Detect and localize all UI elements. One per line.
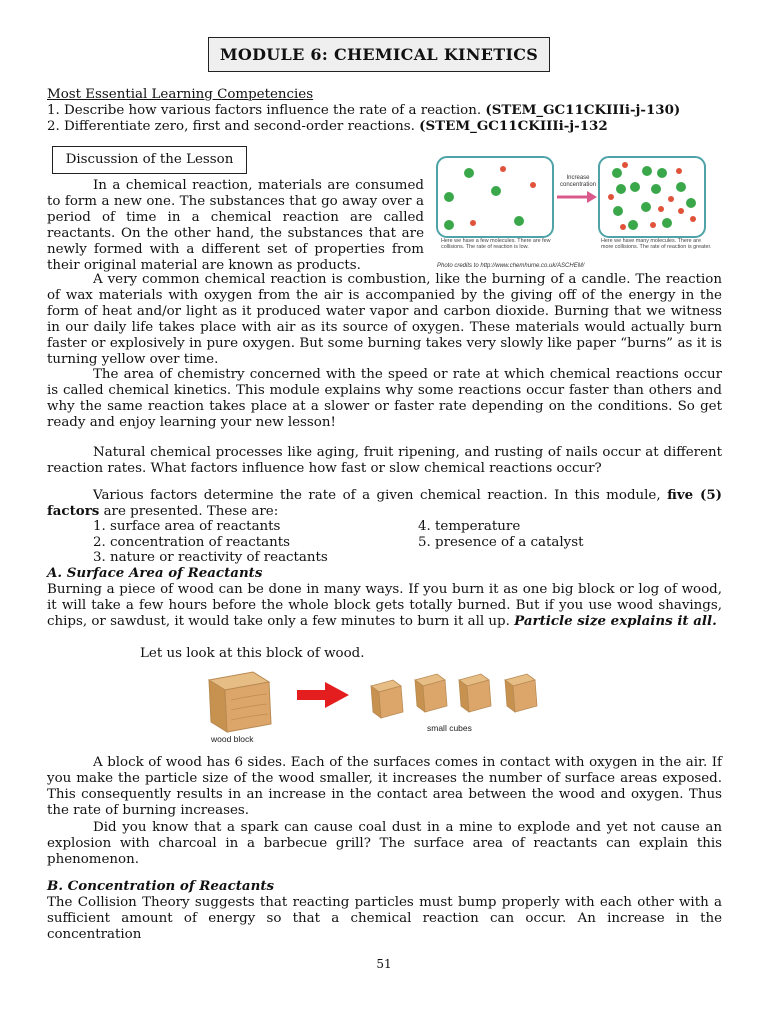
factor-4: 4. temperature	[418, 519, 521, 534]
section-a-heading: A. Surface Area of Reactants	[47, 565, 263, 581]
section-a-paragraph-2: A block of wood has 6 sides. Each of the surfaces comes in contact with oxygen in the air. If you make the particle size of the wood smaller, it increases the number of surface areas exposed. This consequently results in an increase in the contact area between the wood and oxygen. Thus the rate of burning increases.	[47, 755, 722, 818]
concentration-figure	[435, 153, 723, 273]
competencies-heading: Most Essential Learning Competencies	[47, 87, 314, 102]
red-arrow-icon	[297, 682, 349, 708]
wood-block-icon	[209, 672, 271, 732]
intro-paragraph-4: Natural chemical processes like aging, fruit ripening, and rusting of nails occur at different reaction rates. What factors influence how fast or slow chemical reactions occur?	[47, 445, 722, 476]
low-concentration-box	[437, 157, 553, 237]
factor-1: 1. surface area of reactants	[93, 519, 281, 534]
discussion-label: Discussion of the Lesson	[52, 146, 247, 174]
factor-3: 3. nature or reactivity of reactants	[93, 550, 328, 565]
arrow-label: Increase concentration	[559, 175, 597, 188]
page-number: 51	[376, 957, 392, 971]
right-caption: Here we have many molecules. There are more collisions. The rate of reaction is greater.	[601, 238, 712, 251]
section-a-paragraph-1: Burning a piece of wood can be done in many ways. If you burn it as one big block or log of wood, it will take a few hours before the whole block gets totally burned. But if you use wood shavings, chips, or sawdust, it would take only a few minutes to burn it all up. Particle size explains it all.	[47, 582, 722, 629]
competency-1: 1. Describe how various factors influence the rate of a reaction. (STEM_GC11CKIIIi-j-130)	[47, 101, 681, 118]
module-title: MODULE 6: CHEMICAL KINETICS	[208, 37, 550, 72]
photo-credit: Photo credits to http://www.chemhume.co.uk/ASCHEM/	[437, 263, 585, 269]
factor-list-left	[93, 519, 328, 566]
intro-paragraph-3: The area of chemistry concerned with the speed or rate at which chemical reactions occur is called chemical kinetics. This module explains why some reactions occur faster than others and why the same reaction takes place at a slower or faster rate depending on the conditions. So get ready and enjoy learning your new lesson!	[47, 367, 722, 430]
look-at-block-text: Let us look at this block of wood.	[140, 646, 365, 661]
factor-2: 2. concentration of reactants	[93, 534, 290, 550]
small-cube-3-icon	[459, 674, 491, 712]
competency-2: 2. Differentiate zero, first and second-order reactions. (STEM_GC11CKIIIi-j-132	[47, 117, 608, 134]
small-cube-1-icon	[371, 680, 403, 718]
factor-5: 5. presence of a catalyst	[418, 534, 584, 550]
section-b-paragraph-1: The Collision Theory suggests that reacting particles must bump properly with each other with a sufficient amount of energy so that a chemical reaction can occur. An increase in the concentration	[47, 895, 722, 942]
factor-list-right	[418, 519, 584, 550]
small-cube-2-icon	[415, 674, 447, 712]
intro-paragraph-1: In a chemical reaction, materials are consumed to form a new one. The substances that go away over a period of time in a chemical reaction are called reactants. On the other hand, the substances that are newly formed with a different set of properties from their original material are known as products.	[47, 178, 424, 273]
small-cube-4-icon	[505, 674, 537, 712]
left-caption: Here we have a few molecules. There are few collisions. The rate of reaction is low.	[441, 238, 551, 251]
wood-block-figure	[205, 666, 550, 746]
small-cubes-label: small cubes	[427, 723, 472, 733]
intro-paragraph-2: A very common chemical reaction is combustion, like the burning of a candle. The reaction of wax materials with oxygen from the air is accompanied by the giving off of the energy in the form of heat and/or light as it produced water vapor and carbon dioxide. Burning that we witness in our daily life takes place with air as its source of oxygen. These materials would actually burn faster or explosively in pure oxygen. But some burning takes very slowly like paper “burns” as it is turning yellow over time.	[47, 272, 722, 367]
section-a-paragraph-3: Did you know that a spark can cause coal dust in a mine to explode and yet not cause an explosion with charcoal in a barbecue grill? The surface area of reactants can explain this phenomenon.	[47, 820, 722, 867]
section-b-heading: B. Concentration of Reactants	[47, 878, 275, 894]
wood-block-label: wood block	[211, 734, 254, 744]
intro-paragraph-5: Various factors determine the rate of a given chemical reaction. In this module, five (5) factors are presented. These are:	[47, 487, 723, 519]
competencies	[47, 87, 722, 135]
